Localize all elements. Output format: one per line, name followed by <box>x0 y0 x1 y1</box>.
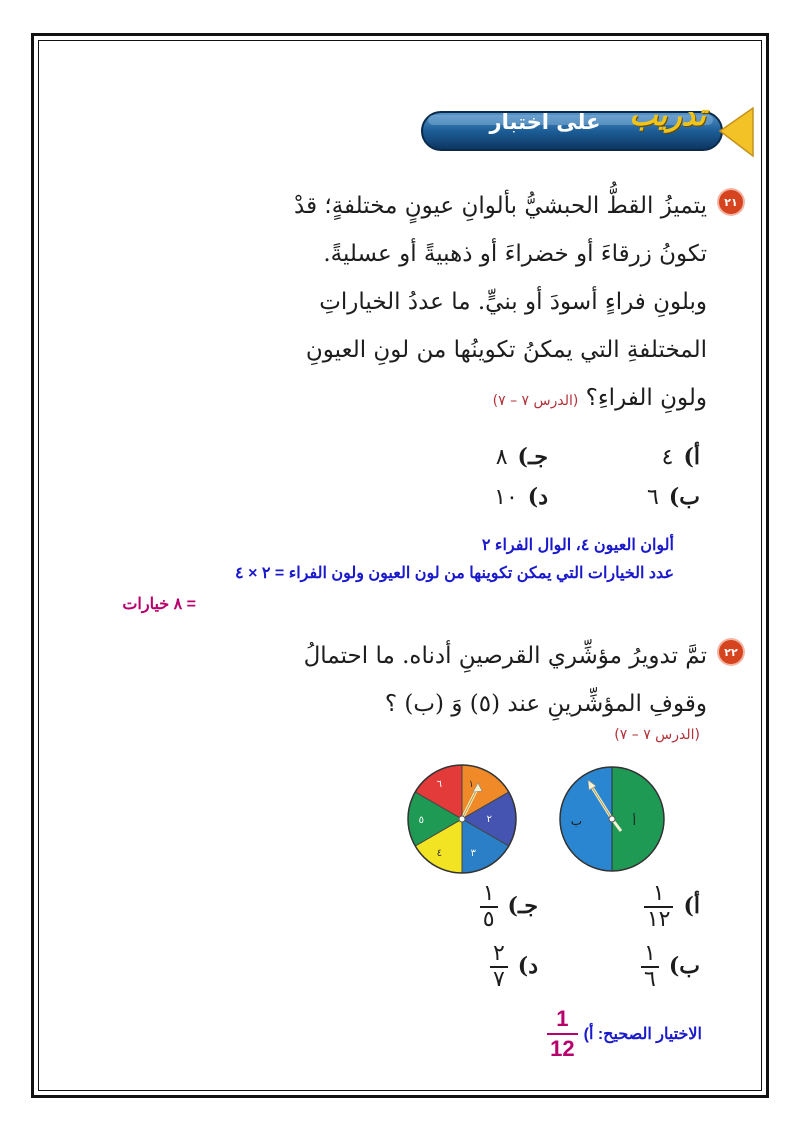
q21-answer-line-2: عدد الخيارات التي يمكن تكوينها من لون العيون ولون الفراء = ٢ × ٤ <box>235 565 674 582</box>
spinner-label-5: ٥ <box>418 815 424 826</box>
question-21-line: المختلفةِ التي يمكنُ تكوينُها من لونِ العيونِ <box>305 337 707 363</box>
banner-script-title: تدريب <box>629 98 706 133</box>
question-21-line: يتميزُ القطُّ الحبشيُّ بألوانِ عيونٍ مختلفةٍ؛ قدْ <box>294 193 707 219</box>
option-fraction <box>490 942 508 992</box>
spinners-svg <box>405 762 675 877</box>
practice-banner <box>420 100 755 164</box>
spinner-label-4: ٤ <box>436 848 442 859</box>
option-letter: ب) <box>668 952 700 979</box>
question-number-21: ٢١ <box>719 190 743 214</box>
two-section-spinner <box>560 767 664 871</box>
question-21-line: وبلونِ فراءٍ أسودَ أو بنيٍّ. ما عددُ الخياراتِ <box>319 289 707 315</box>
spinner-label-2: ٢ <box>486 814 492 825</box>
question-21-line: تكونُ زرقاءَ أو خضراءَ أو ذهبيةً أو عسليةً. <box>323 241 707 267</box>
q21-option-b[interactable] <box>647 484 700 510</box>
question-21-text <box>287 182 707 422</box>
fraction-numerator: ١ <box>644 941 656 966</box>
q22-option-a[interactable] <box>644 882 700 932</box>
fraction-numerator: ١ <box>482 881 495 906</box>
q21-option-c[interactable] <box>496 444 548 470</box>
six-section-spinner <box>408 765 516 873</box>
option-value: ٦ <box>647 485 659 510</box>
spinner-label-alef: أ <box>632 814 636 828</box>
q21-option-a[interactable] <box>662 444 700 470</box>
banner-title: على اختبار <box>489 110 601 134</box>
q22-correct-answer <box>547 1005 702 1063</box>
spinner-label-ba: ب <box>570 814 582 828</box>
option-letter: د) <box>517 952 538 979</box>
option-fraction <box>644 882 674 932</box>
fraction-denominator: ٥ <box>482 906 495 932</box>
fraction-denominator: ٦ <box>644 966 656 992</box>
spinner-label-3: ٣ <box>470 848 476 859</box>
question-number-22: ٢٢ <box>719 640 743 664</box>
question-22-line: تمَّ تدويرُ مؤشِّري القرصينِ أدناه. ما احتمالُ <box>303 643 707 669</box>
spinner-label-1: ١ <box>468 779 474 790</box>
q21-answer-line-3: = ٨ خيارات <box>122 596 196 613</box>
question-22-line: وقوفِ المؤشِّرينِ عند (٥) وَ (ب) ؟ <box>384 691 707 717</box>
option-letter: ب) <box>668 484 700 510</box>
spinner-label-6: ٦ <box>436 779 442 790</box>
option-letter: أ) <box>683 892 700 919</box>
option-letter: د) <box>527 484 548 510</box>
fraction-numerator: ١ <box>652 881 665 906</box>
q22-option-b[interactable] <box>641 942 700 992</box>
spinners-figure <box>405 762 675 877</box>
option-fraction <box>641 942 659 992</box>
correct-answer-label: الاختيار الصحيح: أ) <box>583 1025 702 1043</box>
option-letter: جـ) <box>507 892 538 919</box>
q22-option-d[interactable] <box>490 942 538 992</box>
fraction-numerator: ٢ <box>492 941 505 966</box>
q22-option-c[interactable] <box>480 882 538 932</box>
fraction-denominator: ٧ <box>492 966 505 992</box>
question-21-last-line <box>287 374 707 422</box>
fraction-denominator: ١٢ <box>646 906 671 932</box>
option-value: ٨ <box>495 445 508 470</box>
lesson-ref-22: (الدرس ٧ – ٧) <box>614 727 700 743</box>
option-letter: جـ) <box>517 444 548 470</box>
lesson-ref-21: (الدرس ٧ – ٧) <box>492 393 579 409</box>
spinner-half-b <box>560 767 612 871</box>
fraction-numerator: 1 <box>556 1006 569 1031</box>
option-value: ٤ <box>661 445 674 470</box>
question-21-line: ولونِ الفراءِ؟ <box>585 385 707 411</box>
fraction-denominator: 12 <box>550 1035 575 1061</box>
option-letter: أ) <box>683 444 700 470</box>
q21-option-d[interactable] <box>494 484 548 510</box>
spinner-half-a <box>612 767 664 871</box>
option-value: ١٠ <box>494 485 518 510</box>
option-fraction <box>480 882 498 932</box>
q21-answer-line-1: ألوان العيون ٤، الوال الفراء ٢ <box>481 537 674 554</box>
correct-answer-fraction <box>547 1005 577 1063</box>
question-22-text <box>287 632 707 728</box>
